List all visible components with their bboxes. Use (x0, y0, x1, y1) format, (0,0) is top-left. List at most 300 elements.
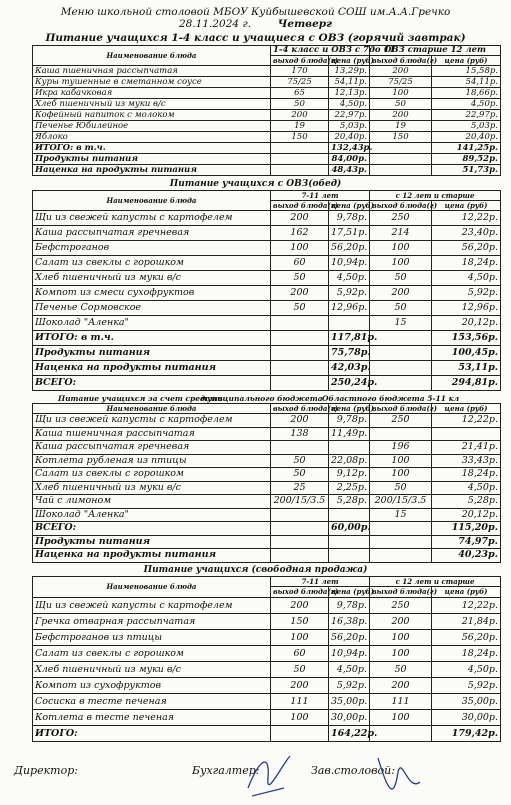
group1-header: 7-11 лет (271, 191, 370, 201)
portion-weight (370, 427, 432, 441)
portion-weight: 162 (271, 226, 329, 241)
price: 18,24р. (432, 645, 501, 661)
section3-title-right: Областного бюджета 5-11 кл (322, 394, 460, 403)
table-row (33, 271, 501, 286)
section3-title (0, 393, 511, 403)
price: 4,50р. (432, 481, 501, 495)
section3-title-left: Питание учащихся за счет средств (58, 394, 223, 403)
price: 17,51р. (329, 226, 370, 241)
price: 30,00р. (329, 709, 370, 725)
portion-weight: 200 (271, 597, 329, 613)
portion-weight (370, 165, 432, 176)
breakfast-table (32, 45, 501, 176)
total-row (33, 165, 501, 176)
price: 9,78р. (329, 414, 370, 428)
portion-weight: 111 (271, 693, 329, 709)
portion-weight: 100 (271, 241, 329, 256)
table-row (33, 132, 501, 143)
portion-weight (271, 165, 329, 176)
table-row (33, 110, 501, 121)
price: 4,50р. (432, 271, 501, 286)
section2-title: Питание учащихся с ОВЗ(обед) (169, 179, 342, 189)
price: 115,20р. (432, 522, 501, 536)
portion-weight (271, 346, 329, 361)
dish-name: Бефстроганов (33, 241, 271, 256)
price: 60,00р. (329, 522, 370, 536)
col-price-header: цена (руб) (329, 587, 370, 598)
dish-name: Продукты питания (33, 154, 271, 165)
table-row (33, 286, 501, 301)
dish-name: Каша пшеничная рассыпчатая (33, 66, 271, 77)
price: 30,00р. (432, 709, 501, 725)
portion-weight: 196 (370, 441, 432, 455)
portion-weight (271, 522, 329, 536)
price: 179,42р. (432, 725, 501, 741)
col-out-header: выход блюда(г) (370, 587, 432, 598)
dish-name: Печенье Юбилейное (33, 121, 271, 132)
dish-name: ИТОГО: в т.ч. (33, 331, 271, 346)
table-row (33, 414, 501, 428)
price: 74,97р. (432, 535, 501, 549)
portion-weight: 100 (370, 709, 432, 725)
total-row (33, 143, 501, 154)
section4-title: Питание учащихся (свободная продажа) (143, 564, 368, 575)
group2-header: с 12 лет и старше (370, 191, 501, 201)
price (329, 549, 370, 563)
price: 250,24р. (329, 376, 370, 391)
price: 35,00р. (432, 693, 501, 709)
price: 20,40р. (329, 132, 370, 143)
portion-weight (271, 535, 329, 549)
price: 15,58р. (432, 66, 501, 77)
price: 9,78р. (329, 597, 370, 613)
table-row (33, 629, 501, 645)
table-row (33, 495, 501, 509)
price: 89,52р. (432, 154, 501, 165)
col-out-header: выход блюда(г) (370, 56, 432, 66)
dish-name: Кофейный напиток с молоком (33, 110, 271, 121)
portion-weight (370, 154, 432, 165)
portion-weight: 50 (370, 661, 432, 677)
col-out-header: выход блюда(г) (370, 201, 432, 211)
portion-weight: 200/15/3.5 (271, 495, 329, 509)
table-row (33, 468, 501, 482)
portion-weight: 50 (271, 661, 329, 677)
price: 12,96р. (329, 301, 370, 316)
price: 18,24р. (432, 256, 501, 271)
portion-weight: 100 (370, 645, 432, 661)
portion-weight (271, 725, 329, 741)
price: 51,73р. (432, 165, 501, 176)
portion-weight (370, 725, 432, 741)
portion-weight: 200 (271, 414, 329, 428)
portion-weight: 100 (370, 88, 432, 99)
dish-name: Хлеб пшеничный из муки в/с (33, 271, 271, 286)
col-price-header: цена (руб) (432, 587, 501, 598)
portion-weight: 200 (271, 286, 329, 301)
price: 100,45р. (432, 346, 501, 361)
dish-name: Икра кабачковая (33, 88, 271, 99)
table-row (33, 427, 501, 441)
dish-name: Чай с лимоном (33, 495, 271, 509)
portion-weight: 75/25 (271, 77, 329, 88)
col-name-header: Наименование блюда (33, 191, 271, 211)
dish-name: ИТОГО: в т.ч. (33, 143, 271, 154)
portion-weight: 100 (370, 256, 432, 271)
price: 22,08р. (329, 454, 370, 468)
total-row (33, 361, 501, 376)
portion-weight: 100 (370, 468, 432, 482)
portion-weight (271, 143, 329, 154)
table-row (33, 597, 501, 613)
portion-weight (271, 376, 329, 391)
dish-name: Каша рассыпчатая гречневая (33, 226, 271, 241)
dish-name: Котлета рубленая из птицы (33, 454, 271, 468)
price (329, 508, 370, 522)
price: 56,20р. (432, 629, 501, 645)
price: 54,11р. (432, 77, 501, 88)
price: 16,38р. (329, 613, 370, 629)
portion-weight: 250 (370, 414, 432, 428)
dish-name: Хлеб пшеничный из муки в/с (33, 99, 271, 110)
price: 294,81р. (432, 376, 501, 391)
portion-weight (370, 331, 432, 346)
dish-name: Печенье Сормовское (33, 301, 271, 316)
col-name-header: Наименование блюда (33, 576, 271, 597)
table-row (33, 645, 501, 661)
table-row (33, 316, 501, 331)
portion-weight: 100 (370, 629, 432, 645)
col-price-header: цена (руб) (432, 201, 501, 211)
portion-weight: 200 (370, 677, 432, 693)
col-price-header: цена (руб) (329, 201, 370, 211)
price: 40,23р. (432, 549, 501, 563)
table-row (33, 693, 501, 709)
price: 5,03р. (329, 121, 370, 132)
price: 18,24р. (432, 468, 501, 482)
table-row (33, 661, 501, 677)
col-price-header: цена (руб) (329, 56, 370, 66)
table-row (33, 441, 501, 455)
menu-sheet (0, 6, 511, 805)
dish-name: Котлета в тесте печеная (33, 709, 271, 725)
portion-weight: 138 (271, 427, 329, 441)
price: 4,50р. (329, 661, 370, 677)
group1-header: 1-4 класс и ОВЗ с 7до 11 (271, 46, 370, 56)
portion-weight: 150 (271, 132, 329, 143)
col-name-header: Наименование блюда (33, 46, 271, 66)
price: 33,43р. (432, 454, 501, 468)
table-row (33, 256, 501, 271)
portion-weight (271, 361, 329, 376)
price: 18,66р. (432, 88, 501, 99)
portion-weight: 50 (370, 271, 432, 286)
portion-weight: 250 (370, 597, 432, 613)
price: 9,78р. (329, 211, 370, 226)
price: 5,92р. (329, 677, 370, 693)
portion-weight: 60 (271, 645, 329, 661)
dish-name: Салат из свеклы с горошком (33, 256, 271, 271)
portion-weight: 214 (370, 226, 432, 241)
portion-weight: 200 (370, 286, 432, 301)
price: 141,25р. (432, 143, 501, 154)
menu-date: 28.11.2024 г. (178, 18, 252, 30)
price: 117,81р. (329, 331, 370, 346)
price: 5,92р. (432, 286, 501, 301)
total-row (33, 549, 501, 563)
price: 20,12р. (432, 508, 501, 522)
portion-weight: 200 (271, 677, 329, 693)
table-row (33, 211, 501, 226)
price (329, 441, 370, 455)
price: 10,94р. (329, 256, 370, 271)
portion-weight: 50 (271, 468, 329, 482)
price: 12,96р. (432, 301, 501, 316)
date-line (0, 18, 511, 30)
price: 164,22р. (329, 725, 370, 741)
portion-weight: 60 (271, 256, 329, 271)
price: 4,50р. (329, 271, 370, 286)
table-row (33, 454, 501, 468)
dish-name: Компот из сухофруктов (33, 677, 271, 693)
price: 5,28р. (329, 495, 370, 509)
table-row (33, 709, 501, 725)
dish-name: Сосиска в тесте печеная (33, 693, 271, 709)
table-row (33, 88, 501, 99)
price: 48,43р. (329, 165, 370, 176)
table-group-header (33, 46, 501, 56)
dish-name: Наценка на продукты питания (33, 549, 271, 563)
portion-weight (370, 361, 432, 376)
lunch-table (32, 190, 501, 391)
accountant-signature (240, 748, 300, 805)
price: 11,49р. (329, 427, 370, 441)
total-row (33, 725, 501, 741)
portion-weight: 50 (370, 99, 432, 110)
price: 42,03р. (329, 361, 370, 376)
portion-weight (271, 549, 329, 563)
portion-weight: 19 (271, 121, 329, 132)
total-row (33, 346, 501, 361)
price: 9,12р. (329, 468, 370, 482)
dish-name: Шоколад "Аленка" (33, 316, 271, 331)
director-label: Директор: (14, 764, 78, 777)
total-row (33, 535, 501, 549)
price: 13,29р. (329, 66, 370, 77)
col-out-header: выход блюда(г) (271, 56, 329, 66)
price: 56,20р. (329, 629, 370, 645)
price: 132,43р. (329, 143, 370, 154)
menu-header (0, 6, 511, 44)
col-name-header: Наименование блюда (33, 404, 271, 414)
group2-header: с 12 лет и старше (370, 576, 501, 587)
dish-name: Гречка отварная рассыпчатая (33, 613, 271, 629)
price: 20,12р. (432, 316, 501, 331)
table-column-header (33, 404, 501, 414)
budget-table (32, 403, 501, 563)
price: 5,03р. (432, 121, 501, 132)
table-row (33, 481, 501, 495)
portion-weight (370, 346, 432, 361)
portion-weight: 50 (271, 99, 329, 110)
portion-weight: 50 (370, 301, 432, 316)
portion-weight (271, 331, 329, 346)
portion-weight: 50 (271, 271, 329, 286)
total-row (33, 331, 501, 346)
col-out-header: выход блюда(г) (271, 404, 329, 414)
portion-weight: 200 (370, 66, 432, 77)
portion-weight: 200 (271, 211, 329, 226)
price: 20,40р. (432, 132, 501, 143)
dish-name: ИТОГО: (33, 725, 271, 741)
dish-name: Щи из свежей капусты с картофелем (33, 211, 271, 226)
portion-weight (370, 535, 432, 549)
portion-weight: 100 (370, 454, 432, 468)
price: 5,92р. (432, 677, 501, 693)
portion-weight: 200 (271, 110, 329, 121)
portion-weight: 200 (370, 613, 432, 629)
canteen-head-signature (368, 752, 428, 805)
dish-name: Каша рассыпчатая гречневая (33, 441, 271, 455)
dish-name: Наценка на продукты питания (33, 361, 271, 376)
dish-name: Каша пшеничная рассыпчатая (33, 427, 271, 441)
dish-name: Куры тушенные в сметанном соусе (33, 77, 271, 88)
dish-name: Продукты питания (33, 535, 271, 549)
group2-header: ОВЗ старше 12 лет (370, 46, 501, 56)
portion-weight: 19 (370, 121, 432, 132)
price: 10,94р. (329, 645, 370, 661)
col-price-header: цена (руб) (432, 404, 501, 414)
portion-weight (370, 376, 432, 391)
price (329, 316, 370, 331)
col-price-header: цена (руб) (432, 56, 501, 66)
dish-name: ВСЕГО: (33, 522, 271, 536)
col-out-header: выход блюда(г) (370, 404, 432, 414)
portion-weight: 50 (271, 301, 329, 316)
price: 4,50р. (432, 661, 501, 677)
portion-weight (271, 441, 329, 455)
price: 153,56р. (432, 331, 501, 346)
dish-name: Шоколад "Аленка" (33, 508, 271, 522)
price: 56,20р. (432, 241, 501, 256)
price: 22,97р. (329, 110, 370, 121)
portion-weight (370, 143, 432, 154)
col-out-header: выход блюда(г) (271, 587, 329, 598)
portion-weight: 170 (271, 66, 329, 77)
price: 12,22р. (432, 211, 501, 226)
table-row (33, 226, 501, 241)
price (329, 535, 370, 549)
dish-name: Щи из свежей капусты с картофелем (33, 597, 271, 613)
price: 21,41р. (432, 441, 501, 455)
price: 5,28р. (432, 495, 501, 509)
portion-weight: 50 (370, 481, 432, 495)
dish-name: Хлеб пшеничный из муки в/с (33, 661, 271, 677)
table-row (33, 508, 501, 522)
price: 5,92р. (329, 286, 370, 301)
price: 12,22р. (432, 414, 501, 428)
price: 53,11р. (432, 361, 501, 376)
price: 4,50р. (329, 99, 370, 110)
portion-weight: 150 (370, 132, 432, 143)
price: 21,84р. (432, 613, 501, 629)
table-row (33, 613, 501, 629)
portion-weight (370, 522, 432, 536)
menu-weekday: Четверг (277, 18, 332, 30)
accountant-label: Бухгалтер: (192, 764, 260, 777)
table-row (33, 66, 501, 77)
price: 12,22р. (432, 597, 501, 613)
section3-title-mid: муниципального бюджета (200, 394, 323, 403)
portion-weight (271, 154, 329, 165)
section1-title: Питание учащихся 1-4 класс и учащиеся с ОВЗ (горячий завтрак) (45, 32, 466, 44)
portion-weight: 100 (271, 629, 329, 645)
col-price-header: цена (руб) (329, 404, 370, 414)
price: 56,20р. (329, 241, 370, 256)
table-row (33, 241, 501, 256)
portion-weight (271, 508, 329, 522)
table-row (33, 99, 501, 110)
portion-weight: 100 (370, 241, 432, 256)
table-row (33, 301, 501, 316)
portion-weight: 25 (271, 481, 329, 495)
group1-header: 7-11 лет (271, 576, 370, 587)
price: 75,78р. (329, 346, 370, 361)
total-row (33, 522, 501, 536)
dish-name: Наценка на продукты питания (33, 165, 271, 176)
table-row (33, 77, 501, 88)
portion-weight: 111 (370, 693, 432, 709)
price: 12,13р. (329, 88, 370, 99)
portion-weight (271, 316, 329, 331)
col-out-header: выход блюда(г) (271, 201, 329, 211)
portion-weight: 150 (271, 613, 329, 629)
dish-name: Щи из свежей капусты с картофелем (33, 414, 271, 428)
portion-weight: 200/15/3.5 (370, 495, 432, 509)
price: 2,25р. (329, 481, 370, 495)
dish-name: Хлеб пшеничный из муки в/с (33, 481, 271, 495)
table-row (33, 677, 501, 693)
portion-weight: 50 (271, 454, 329, 468)
price: 23,40р. (432, 226, 501, 241)
portion-weight: 15 (370, 316, 432, 331)
portion-weight: 15 (370, 508, 432, 522)
table-group-header (33, 576, 501, 587)
dish-name: Бефстроганов из птицы (33, 629, 271, 645)
price: 35,00р. (329, 693, 370, 709)
portion-weight: 65 (271, 88, 329, 99)
table-group-header (33, 191, 501, 201)
dish-name: ВСЕГО: (33, 376, 271, 391)
price: 22,97р. (432, 110, 501, 121)
table-row (33, 121, 501, 132)
portion-weight: 250 (370, 211, 432, 226)
dish-name: Салат из свеклы с горошком (33, 645, 271, 661)
price: 84,00р. (329, 154, 370, 165)
dish-name: Продукты питания (33, 346, 271, 361)
total-row (33, 376, 501, 391)
dish-name: Яблоко (33, 132, 271, 143)
price (432, 427, 501, 441)
portion-weight: 100 (271, 709, 329, 725)
dish-name: Салат из свеклы с горошком (33, 468, 271, 482)
portion-weight (370, 549, 432, 563)
portion-weight: 75/25 (370, 77, 432, 88)
canteen-head-label: Зав.столовой: (311, 764, 395, 777)
dish-name: Компот из смеси сухофруктов (33, 286, 271, 301)
price: 4,50р. (432, 99, 501, 110)
portion-weight: 200 (370, 110, 432, 121)
